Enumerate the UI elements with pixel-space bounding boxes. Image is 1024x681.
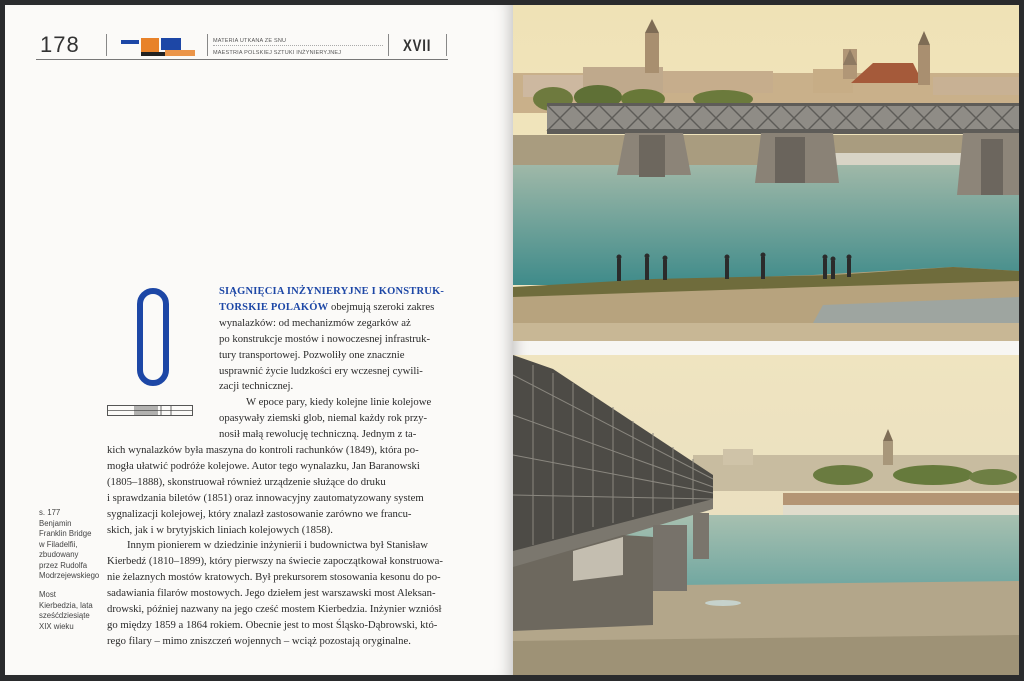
caption-line: zbudowany bbox=[39, 550, 79, 559]
header-rule bbox=[36, 59, 448, 60]
text-line: (1805–1888), skonstruował również urządzenie służące do druku bbox=[107, 475, 386, 488]
article-lead: SIĄGNIĘCIA INŻYNIERYJNE I KONSTRUK- bbox=[219, 286, 445, 297]
text-line: wynalazków: od mechanizmów zegarków aż bbox=[219, 316, 411, 329]
article-body bbox=[107, 443, 450, 650]
text-line: po konstrukcje mostów i nowoczesnej infrastruk- bbox=[219, 332, 431, 345]
ornament-barcode bbox=[107, 405, 193, 416]
text-line: Kierbedź (1810–1899), który pierwszy na świecie zapoczątkował konstruowa- bbox=[107, 555, 443, 568]
header-divider bbox=[388, 34, 389, 56]
page-number: 178 bbox=[40, 32, 80, 57]
text-line: W epoce pary, kiedy kolejne linie kolejowe bbox=[246, 396, 432, 409]
dropcap-letter bbox=[137, 288, 169, 386]
text-line: tury transportowej. Pozwoliły one znacznie bbox=[219, 348, 405, 361]
text-line: sadawiania filarów mostowych. Jego dziełem jest warszawski most Aleksan- bbox=[107, 587, 436, 600]
caption-line: przez Rudolfa bbox=[39, 560, 88, 570]
caption-line: sześćdziesiąte bbox=[39, 611, 90, 620]
caption-line: XIX wieku bbox=[39, 621, 74, 631]
caption-line: Most bbox=[39, 590, 56, 599]
bridge-photo-bottom bbox=[513, 355, 1019, 675]
series-logo bbox=[117, 34, 197, 60]
bridge-photo-top bbox=[513, 5, 1019, 341]
header-dotted-rule bbox=[213, 45, 383, 46]
caption-line: Franklin Bridge bbox=[39, 529, 92, 538]
caption-bridge-photos bbox=[39, 590, 93, 632]
header-divider bbox=[446, 34, 447, 56]
text-line: opasywały ziemski glob, niemal każdy rok przy- bbox=[219, 412, 428, 425]
article-intro bbox=[219, 284, 448, 443]
text-line: nosił małą rewolucję techniczną. Jednym z ta- bbox=[219, 428, 417, 441]
text-line: i sprawdzania biletów (1851) oraz innowacyjny zautomatyzowany system bbox=[107, 491, 424, 504]
series-subtitle: MAESTRIA POLSKIEJ SZTUKI INŻYNIERYJNEJ bbox=[213, 50, 342, 56]
text-line: go między 1859 a 1864 rokiem. Obecnie jest to most Śląsko-Dąbrowski, któ- bbox=[107, 618, 438, 631]
article-lead: TORSKIE POLAKÓW bbox=[219, 301, 329, 313]
caption-line: Benjamin bbox=[39, 518, 72, 528]
caption-line: s. 177 bbox=[39, 508, 61, 517]
text-line: Innym pionierem w dziedzinie inżynierii i budownictwa był Stanisław bbox=[127, 539, 428, 552]
caption-line: w Filadelfii, bbox=[39, 539, 78, 549]
header-divider bbox=[106, 34, 107, 56]
text-line: mogła ułatwić podróże kolejowe. Autor tego wynalazku, Jan Baranowski bbox=[107, 459, 420, 472]
text-line: nie żelaznych mostów kratowych. Był prekursorem stosowania kesonu do po- bbox=[107, 571, 441, 584]
chapter-number: XVII bbox=[403, 36, 432, 55]
text-line: usprawnić życie ludzkości ery wczesnej cywili- bbox=[219, 364, 423, 377]
text-line: skich, jak i w brytyjskich liniach kolejowych (1858). bbox=[107, 523, 333, 536]
text-line: kich wynalazków była maszyna do kontroli rachunków (1849), która po- bbox=[107, 444, 419, 456]
text-line: obejmują szeroki zakres bbox=[328, 300, 435, 313]
caption-line: Kierbedzia, lata bbox=[39, 600, 93, 610]
caption-line: Modrzejewskiego bbox=[39, 571, 100, 580]
caption-previous-page bbox=[39, 508, 99, 582]
text-line: sygnalizacji kolejowej, który znalazł zastosowanie zarówno we francu- bbox=[107, 507, 412, 520]
text-line: rego filary – mimo zniszczeń wojennych – wciąż pozostają oryginalne. bbox=[107, 634, 411, 647]
text-line: zacji technicznej. bbox=[219, 380, 294, 393]
header-divider bbox=[207, 34, 208, 56]
text-line: drowski, później nazwany na jego cześć mostem Kierbedzia. Inżynier wzniósł bbox=[107, 603, 442, 616]
series-title: MATERIA UTKANA ZE SNU bbox=[213, 38, 287, 44]
